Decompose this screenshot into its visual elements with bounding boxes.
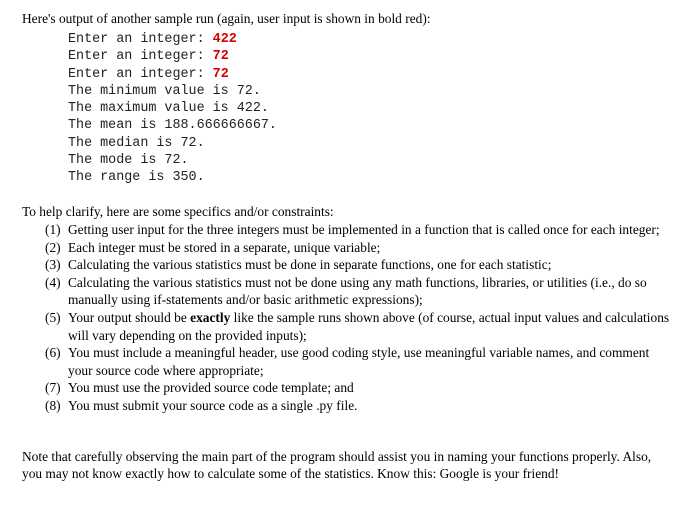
item-number: (4) <box>45 274 61 290</box>
console-line <box>68 117 277 134</box>
item-text: Getting user input for the three integers must be implemented in a function that is called once for each integer; <box>68 222 660 237</box>
item-text <box>68 309 670 344</box>
list-item <box>45 344 670 379</box>
constraints-heading: To help clarify, here are some specifics and/or constraints: <box>22 204 334 219</box>
console-line <box>68 48 277 65</box>
intro-text: Here's output of another sample run (again, user input is shown in bold red): <box>22 11 431 26</box>
console-text: The median is 72. <box>68 135 205 151</box>
console-text: Enter an integer: <box>68 32 213 47</box>
list-item <box>45 239 670 257</box>
console-text: The maximum value is 422. <box>68 101 269 117</box>
console-line <box>68 31 277 48</box>
list-item <box>45 397 670 415</box>
list-item <box>45 256 670 274</box>
item-text: You must submit your source code as a single .py file. <box>68 397 358 413</box>
console-text: The mode is 72. <box>68 153 189 169</box>
console-text: The range is 350. <box>68 170 205 186</box>
item-number: (2) <box>45 239 61 255</box>
constraints-list <box>45 221 670 415</box>
console-line <box>68 152 277 169</box>
closing-note: Note that carefully observing the main part of the program should assist you in naming your functions properly. Also, you may not know exactly how to calculate some of the statistics. Know this: Google is your friend! <box>22 449 652 482</box>
item-number: (6) <box>45 345 61 361</box>
item-text: You must include a meaningful header, use good coding style, use meaningful variable names, and comment your source code where appropriate; <box>68 345 650 378</box>
user-input: 72 <box>212 49 229 65</box>
console-line <box>68 169 277 186</box>
user-input: 422 <box>212 32 237 47</box>
item-number: (3) <box>45 257 61 273</box>
console-line <box>68 66 277 83</box>
list-item <box>45 274 670 309</box>
console-text: The mean is 188.666666667. <box>68 118 277 134</box>
console-text: Enter an integer: <box>68 66 213 82</box>
item-text: Calculating the various statistics must be done in separate functions, one for each statistic; <box>68 257 552 273</box>
item-text: Calculating the various statistics must not be done using any math functions, libraries, or utilities (i.e., do so manually using if-statements and/or basic arithmetic expressions); <box>68 274 647 308</box>
sample-run-output <box>68 31 277 187</box>
item-text: You must use the provided source code template; and <box>68 380 354 396</box>
item-text-before: Your output should be <box>68 309 191 325</box>
list-item <box>45 221 670 239</box>
console-line <box>68 100 277 117</box>
item-text: Each integer must be stored in a separate, unique variable; <box>68 239 381 255</box>
list-item <box>45 379 670 397</box>
emphasis-exactly: exactly <box>190 309 231 325</box>
item-number: (7) <box>45 380 61 396</box>
item-number: (5) <box>45 309 61 325</box>
item-number: (1) <box>45 222 61 237</box>
console-text: Enter an integer: <box>68 49 213 65</box>
user-input: 72 <box>212 66 229 82</box>
console-text: The minimum value is 72. <box>68 83 261 99</box>
list-item <box>45 309 670 344</box>
console-line <box>68 83 277 100</box>
item-number: (8) <box>45 397 61 413</box>
item-text-after: like the sample runs shown above (of course, actual input values and calculations will vary depending on the provided inputs); <box>68 309 670 343</box>
console-line <box>68 135 277 152</box>
